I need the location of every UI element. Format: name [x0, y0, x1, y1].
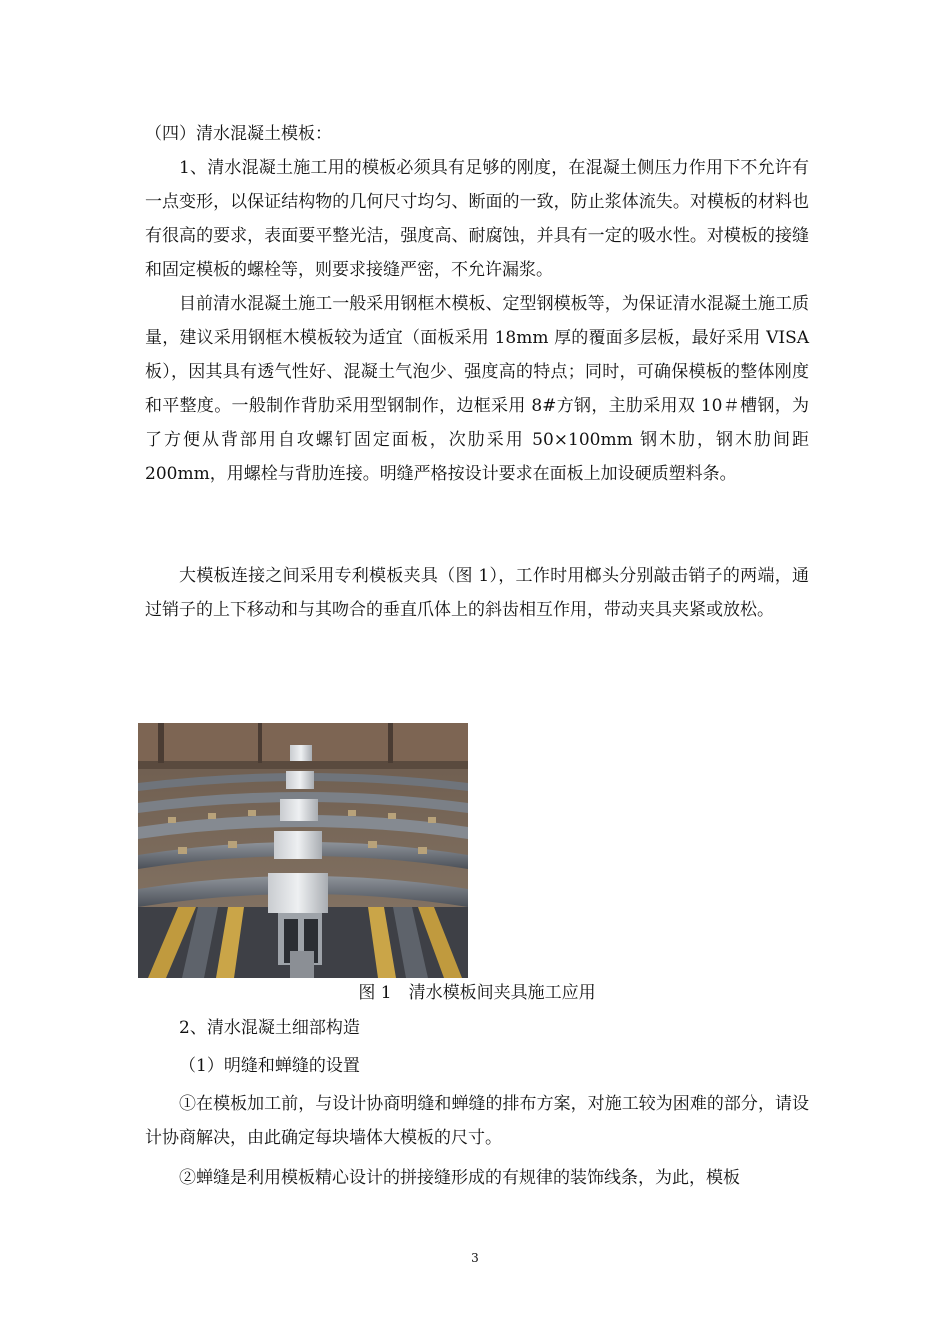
figure-1-caption: 图 1 清水模板间夹具施工应用: [358, 983, 596, 1003]
paragraph-2: 目前清水混凝土施工一般采用钢框木模板、定型钢模板等，为保证清水混凝土施工质量，建议采用钢框木模板较为适宜（面板采用 18mm 厚的覆面多层板，最好采用 VISA 板），因其具有透气性好、混凝土气泡少、强度高的特点；同时，可确保模板的整体刚度和平整度。一般制作背肋采用型钢制作，边框采用 8#方钢，主肋采用双 10＃槽钢，为了方便从背部用自攻螺钉固定面板，次肋采用 50×100mm 钢木肋，钢木肋间距 200mm，用螺栓与背肋连接。明缝严格按设计要求在面板上加设硬质塑料条。: [145, 294, 809, 484]
paragraph-3: 大模板连接之间采用专利模板夹具（图 1），工作时用榔头分别敲击销子的两端，通过销子的上下移动和与其吻合的垂直爪体上的斜齿相互作用，带动夹具夹紧或放松。: [145, 566, 809, 620]
subsection-heading: 2、清水混凝土细部构造: [179, 1018, 360, 1038]
section-heading: （四）清水混凝土模板：: [145, 124, 332, 144]
subsection-subheading: （1）明缝和蝉缝的设置: [179, 1056, 360, 1076]
paragraph-4: ①在模板加工前，与设计协商明缝和蝉缝的排布方案，对施工较为困难的部分，请设计协商解决，由此确定每块墙体大模板的尺寸。: [145, 1094, 809, 1148]
figure-1-photo: [138, 723, 468, 978]
paragraph-5: ②蝉缝是利用模板精心设计的拼接缝形成的有规律的装饰线条，为此，模板: [179, 1168, 740, 1188]
paragraph-1: 1、清水混凝土施工用的模板必须具有足够的刚度，在混凝土侧压力作用下不允许有一点变形，以保证结构物的几何尺寸均匀、断面的一致，防止浆体流失。对模板的材料也有很高的要求，表面要平整光洁，强度高、耐腐蚀，并具有一定的吸水性。对模板的接缝和固定模板的螺栓等，则要求接缝严密，不允许漏浆。: [145, 158, 809, 280]
page-number: 3: [471, 1251, 479, 1265]
formwork-clamp-photo: [138, 723, 468, 978]
